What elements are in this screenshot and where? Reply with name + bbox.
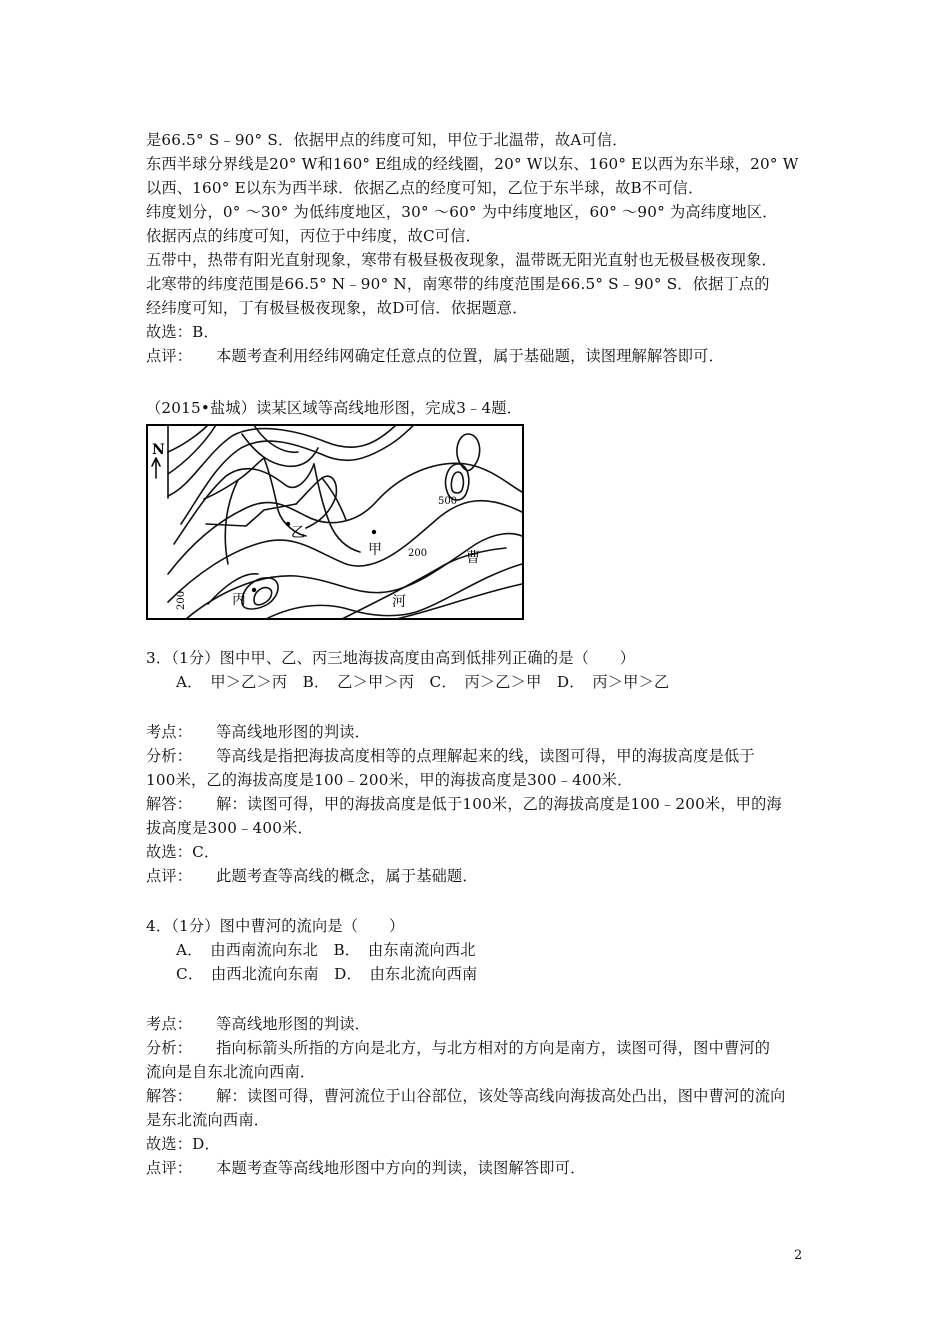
q4-jieda-row — [146, 1084, 786, 1108]
question-3-options: A． 甲＞乙＞丙 B． 乙＞甲＞丙 C． 丙＞乙＞甲 D． 丙＞甲＞乙 — [176, 673, 670, 691]
question-3-stem: 3．（1分）图中甲、乙、丙三地海拔高度由高到低排列正确的是（ ） — [146, 649, 636, 667]
kaodian-text: 等高线地形图的判读． — [216, 1015, 371, 1033]
solution-line: 五带中，热带有阳光直射现象，寒带有极昼极夜现象，温带既无阳光直射也无极昼极夜现象． — [146, 251, 777, 269]
point-jia — [372, 530, 376, 534]
q4-answer-choice: 故选：D． — [146, 1135, 220, 1153]
solution-line: 北寒带的纬度范围是66.5° N﹣90° N，南寒带的纬度范围是66.5° S﹣90° S．依据丁点的 — [146, 275, 770, 293]
page-number: 2 — [794, 1248, 803, 1263]
solution-line: 是66.5° S﹣90° S．依据甲点的纬度可知，甲位于北温带，故A可信． — [146, 131, 628, 149]
question-4-options-1: A． 由西南流向东北 B． 由东南流向西北 — [176, 941, 476, 959]
jieda-label: 解答： — [146, 1087, 193, 1105]
fenxi-text: 指向标箭头所指的方向是北方，与北方相对的方向是南方，读图可得，图中曹河的 — [216, 1039, 771, 1057]
review-label: 点评： — [146, 347, 193, 365]
q3-jieda-row — [146, 792, 782, 816]
kaodian-text: 等高线地形图的判读． — [216, 723, 371, 741]
label-jia: 甲 — [368, 542, 382, 558]
label-he: 河 — [392, 594, 406, 610]
review-text: 此题考查等高线的概念，属于基础题． — [216, 867, 478, 885]
review-row — [146, 344, 724, 368]
fenxi-label: 分析： — [146, 1039, 193, 1057]
q4-review-row — [146, 1156, 585, 1180]
jieda-text: 解：读图可得，曹河流位于山谷部位，该处等高线向海拔高处凸出，图中曹河的流向 — [216, 1087, 786, 1105]
q3-kaodian-row — [146, 720, 370, 744]
q3-fenxi-cont: 100米，乙的海拔高度是100﹣200米，甲的海拔高度是300﹣400米． — [146, 771, 633, 789]
review-text: 本题考查等高线地形图中方向的判读，读图解答即可． — [216, 1159, 586, 1177]
solution-line: 纬度划分，0° ～30° 为低纬度地区，30° ～60° 为中纬度地区，60° ～90° 为高纬度地区． — [146, 203, 778, 221]
label-cao: 曹 — [466, 550, 480, 566]
jieda-label: 解答： — [146, 795, 193, 813]
q3-jieda-cont: 拔高度是300﹣400米． — [146, 819, 313, 837]
solution-line: 经纬度可知，丁有极昼极夜现象，故D可信．依据题意． — [146, 299, 528, 317]
q4-fenxi-row — [146, 1036, 770, 1060]
label-bing: 丙 — [232, 592, 246, 608]
q4-jieda-cont: 是东北流向西南． — [146, 1111, 270, 1129]
section-intro: （2015•盐城）读某区域等高线地形图，完成3﹣4题． — [146, 399, 523, 417]
north-label: N — [152, 442, 165, 458]
q4-fenxi-cont: 流向是自东北流向西南． — [146, 1063, 316, 1081]
point-bing — [252, 588, 256, 592]
label-yi: 乙 — [291, 525, 305, 541]
review-label: 点评： — [146, 1159, 193, 1177]
contour-map — [146, 424, 524, 620]
review-label: 点评： — [146, 867, 193, 885]
q3-answer-choice: 故选：C． — [146, 843, 220, 861]
solution-line: 依据丙点的纬度可知，丙位于中纬度，故C可信． — [146, 227, 481, 245]
question-4-stem: 4．（1分）图中曹河的流向是（ ） — [146, 917, 405, 935]
q3-review-row — [146, 864, 478, 888]
question-4-options-2: C． 由西北流向东南 D． 由东北流向西南 — [176, 965, 478, 983]
review-text: 本题考查利用经纬网确定任意点的位置，属于基础题，读图理解解答即可． — [216, 347, 724, 365]
fenxi-text: 等高线是指把海拔高度相等的点理解起来的线，读图可得，甲的海拔高度是低于 — [216, 747, 755, 765]
q4-kaodian-row — [146, 1012, 370, 1036]
contour-value-500: 500 — [438, 496, 458, 507]
kaodian-label: 考点： — [146, 1015, 193, 1033]
contour-value-200-vertical: 200 — [176, 590, 187, 610]
answer-choice: 故选：B． — [146, 323, 219, 341]
solution-line: 东西半球分界线是20° W和160° E组成的经线圈，20° W以东、160° E以西为东半球，20° W — [146, 155, 799, 173]
solution-line: 以西、160° E以东为西半球．依据乙点的经度可知，乙位于东半球，故B不可信． — [146, 179, 704, 197]
kaodian-label: 考点： — [146, 723, 193, 741]
fenxi-label: 分析： — [146, 747, 193, 765]
contour-value-200: 200 — [408, 548, 428, 559]
q3-fenxi-row — [146, 744, 755, 768]
point-yi — [286, 522, 290, 526]
jieda-text: 解：读图可得，甲的海拔高度是低于100米，乙的海拔高度是100﹣200米，甲的海 — [216, 795, 782, 813]
